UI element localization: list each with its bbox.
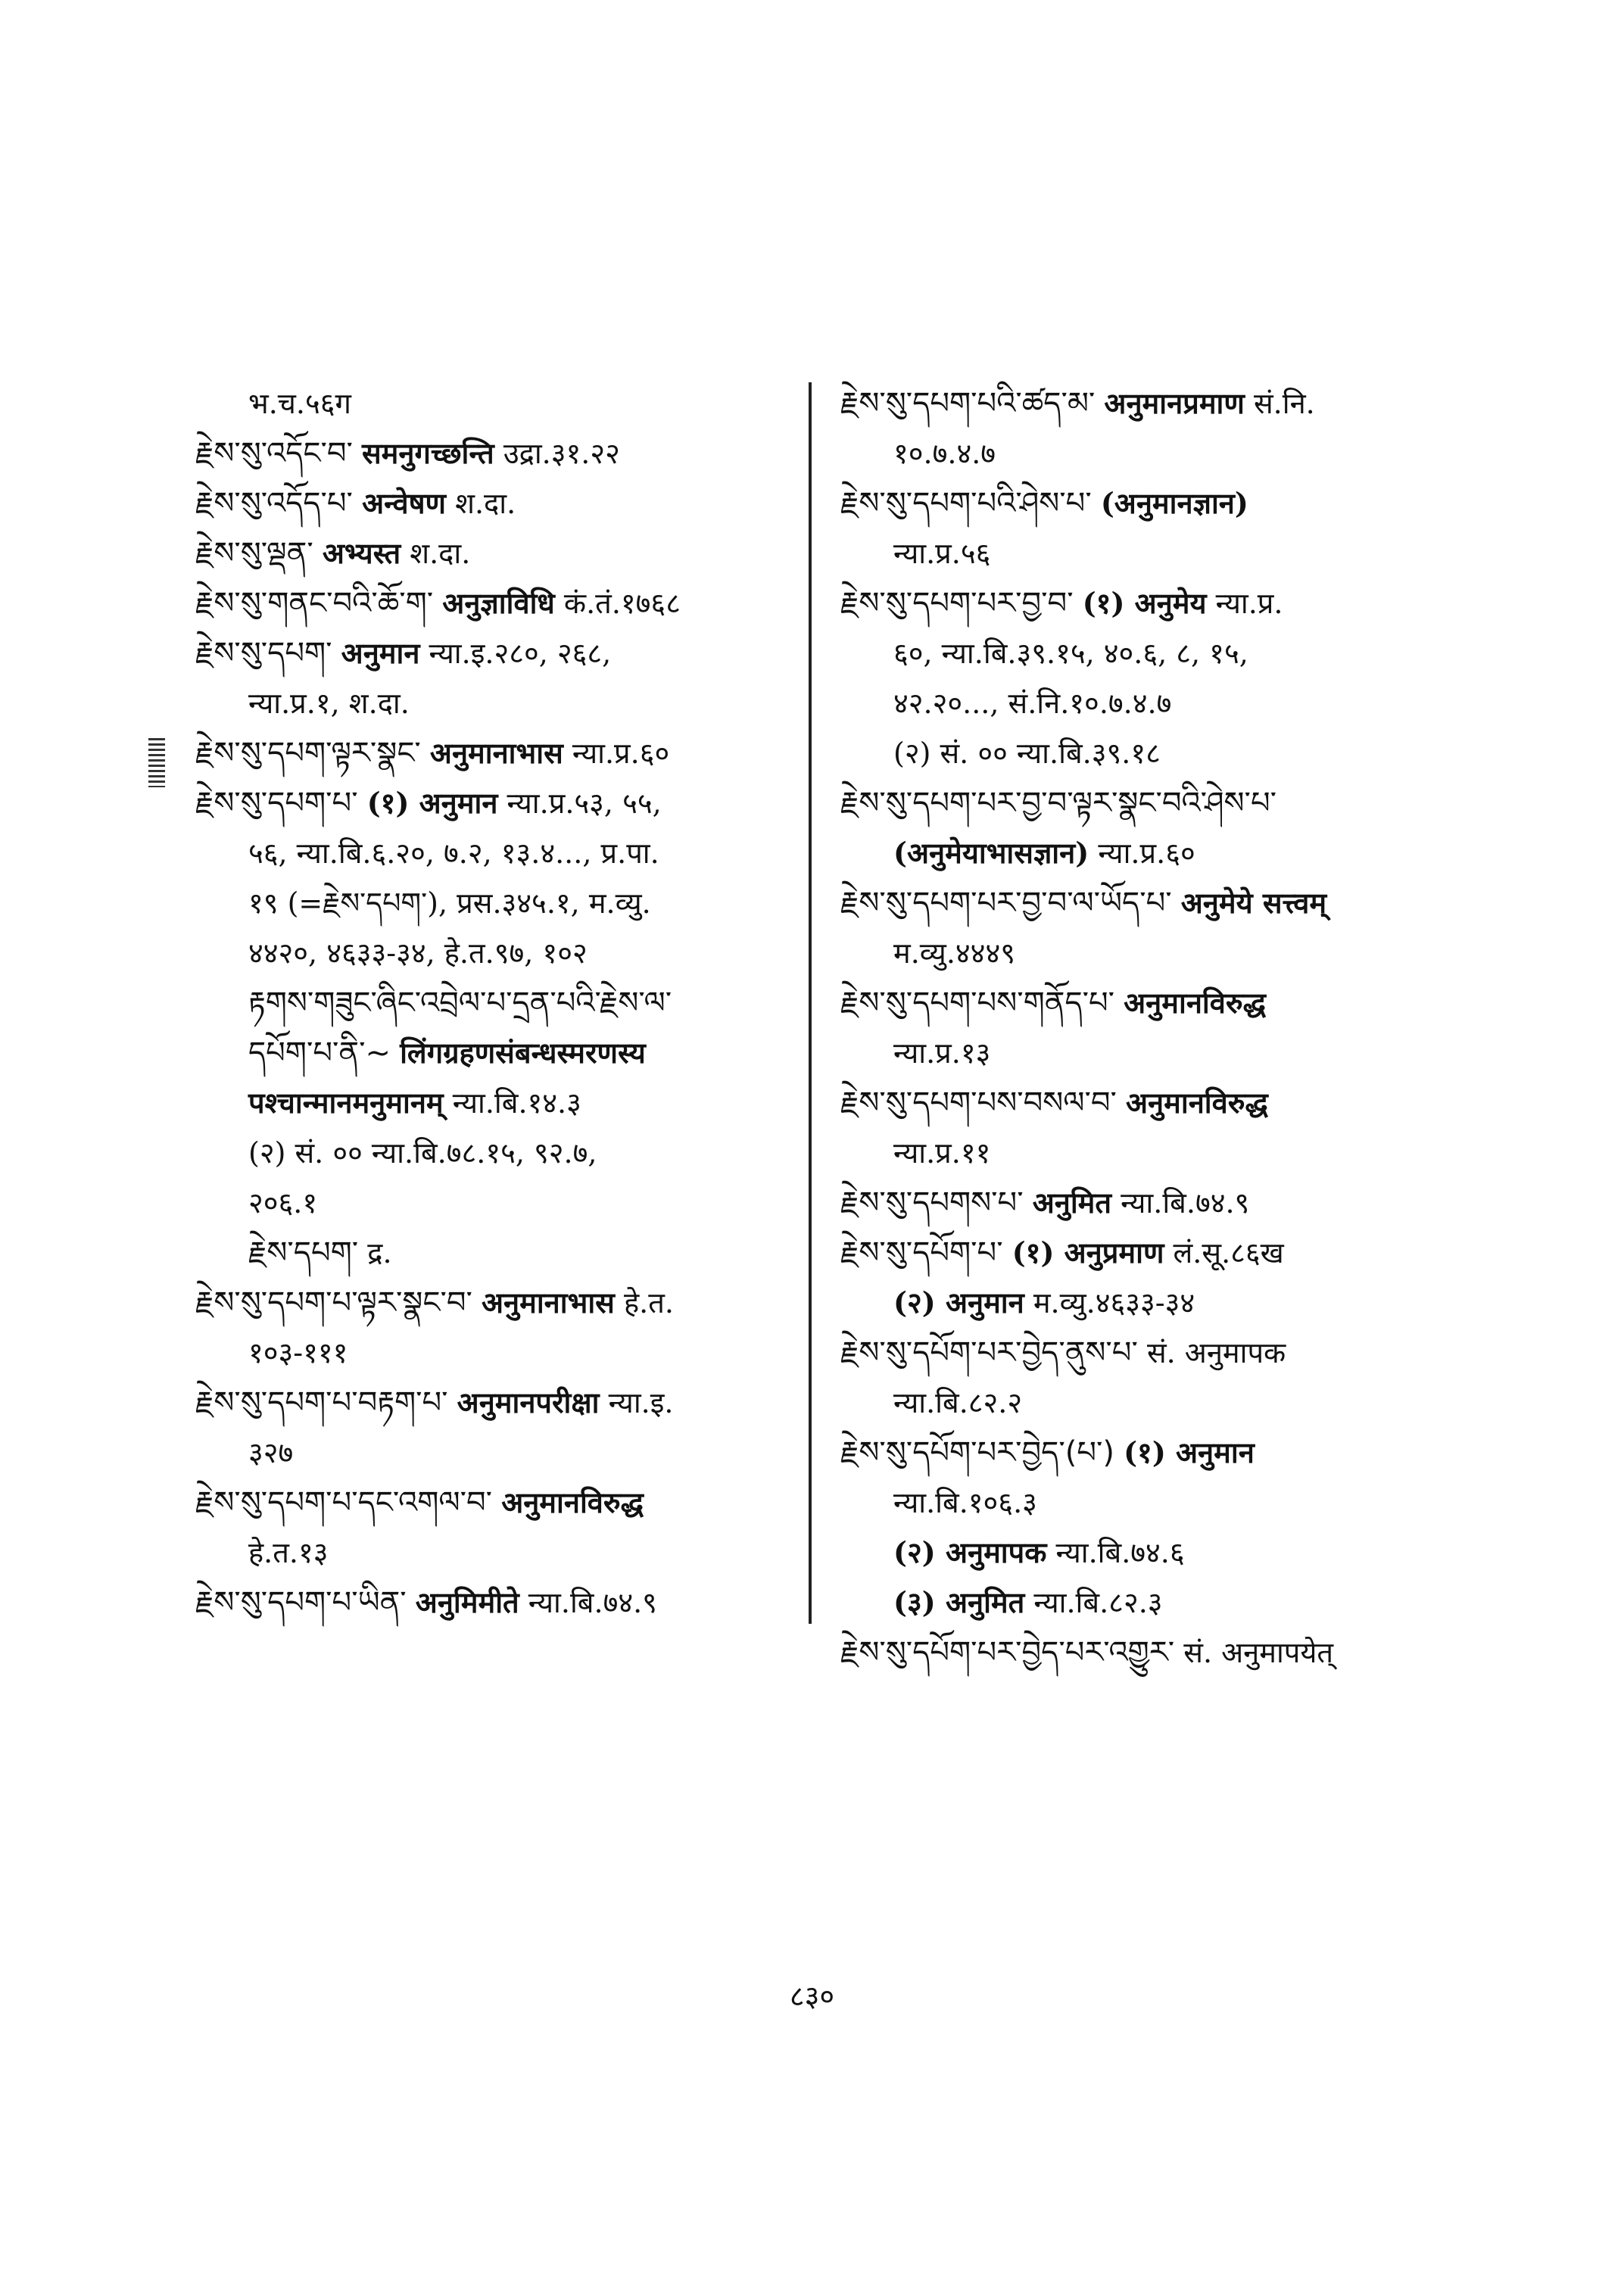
entry-line xyxy=(195,928,793,978)
entry-ref: म.व्यु.४६३३-३४ xyxy=(1033,1286,1195,1319)
entry-line xyxy=(840,1328,1454,1378)
entry-ref: न्या.बि.१४.३ xyxy=(452,1086,581,1120)
entry-line xyxy=(840,528,1454,578)
entry-line xyxy=(840,1428,1454,1478)
entry-ref: न्या.बि.७४.९ xyxy=(528,1586,657,1619)
entry-tib: རྗེས་སུ་དཔོག་པར་བྱེད་པར་འགྱུར་ xyxy=(840,1635,1175,1670)
entry-skt: अनुमानपरीक्षा xyxy=(457,1385,600,1419)
entry-tib: རྗེས་སུ་དཔག་པའི་ཤེས་པ་ xyxy=(840,486,1092,521)
entry-skt: (२) अनुमापक xyxy=(893,1535,1047,1569)
entry-skt: अनुमानविरुद्ध xyxy=(501,1485,644,1519)
entry-line xyxy=(195,678,793,728)
entry-tib: རྗེས་སུ་དཔག་པར་བྱ་བ་ལྟར་སྣང་བའི་ཤེས་པ་ xyxy=(840,786,1276,821)
entry-line xyxy=(195,1228,793,1278)
entry-ref: न्या.बि.८२.२ xyxy=(893,1386,1023,1419)
entry-line xyxy=(840,928,1454,978)
entry-line xyxy=(195,1278,793,1328)
entry-ref: सं. अनुमापक xyxy=(1146,1336,1286,1369)
entry-line xyxy=(195,978,793,1028)
entry-ref: २०६.१ xyxy=(248,1186,318,1220)
column-divider xyxy=(809,382,812,1624)
entry-tib: རྗེས་སུ་ལྡན་ xyxy=(195,536,313,571)
entry-tib: རྗེས་སུ་དཔག་ལྟར་སྣང་ xyxy=(195,736,421,771)
entry-line xyxy=(195,1128,793,1178)
entry-line xyxy=(195,1378,793,1428)
entry-line xyxy=(840,1178,1454,1228)
entry-tib: རྗེས་སུ་དཔག་པའི་ཚད་མ་ xyxy=(840,386,1096,421)
entry-ref: न्या.प्र.११ xyxy=(893,1136,991,1170)
entry-line xyxy=(840,1228,1454,1278)
entry-line xyxy=(840,478,1454,528)
entry-skt: अनुमानविरुद्ध xyxy=(1124,986,1266,1020)
entry-tib: རྗེས་སུ་དཔོག་པར་བྱེད་(པ་) xyxy=(840,1435,1114,1470)
entry-skt: समनुगच्छन्ति xyxy=(361,436,494,470)
entry-tib: རྗེས་སུ་དཔག་པ་དང་འགལ་བ་ xyxy=(195,1485,493,1520)
entry-tib: རྗེས་སུ་དཔག་པ་ཡིན་ xyxy=(195,1585,407,1620)
entry-line xyxy=(195,1328,793,1378)
entry-line xyxy=(840,1628,1454,1678)
entry-tib: རྗེས་སུ་དཔག་པ་བརྟག་པ་ xyxy=(195,1385,448,1420)
entry-skt: (१) अनुमान xyxy=(366,786,498,820)
entry-ref: न्या.प्र.१, श.दा. xyxy=(248,687,410,720)
entry-ref: न्या.प्र.६० xyxy=(1098,837,1195,870)
entry-skt: अन्वेषण xyxy=(362,486,447,520)
entry-tib: རྗེས་སུ་འདོད་པ་ xyxy=(195,486,353,521)
entry-ref: (२) सं. ०० न्या.बि.३९.१८ xyxy=(893,737,1161,770)
entry-line xyxy=(195,1528,793,1578)
entry-line xyxy=(840,778,1454,828)
entry-ref: म.व्यु.४४४९ xyxy=(893,936,1015,970)
entry-line xyxy=(840,828,1454,878)
entry-skt: (३) अनुमित xyxy=(893,1585,1025,1619)
left-column xyxy=(195,379,793,1628)
entry-skt: पश्चान्मानमनुमानम् xyxy=(248,1086,444,1120)
entry-tib: རྗེས་སུ་དཔོག་པ་ xyxy=(840,1235,1003,1270)
entry-skt: (१) अनुप्रमाण xyxy=(1011,1235,1164,1270)
entry-line xyxy=(195,478,793,528)
entry-line xyxy=(840,379,1454,428)
entry-line xyxy=(195,728,793,778)
entry-skt: लिंगग्रहणसंबन्धस्मरणस्य xyxy=(400,1036,646,1070)
entry-line xyxy=(840,628,1454,678)
entry-line xyxy=(840,1478,1454,1528)
entry-line xyxy=(195,1078,793,1128)
entry-tib: རྗེས་སུ་དཔག་ xyxy=(195,636,332,671)
entry-line xyxy=(840,1578,1454,1628)
entry-ref: सं. अनुमापयेत् xyxy=(1183,1636,1334,1669)
entry-tib: རྗེས་སུ་དཔག་པ་ལྟར་སྣང་བ་ xyxy=(195,1285,472,1320)
entry-tib: རྗེས་སུ་དཔག་པས་གནོད་པ་ xyxy=(840,986,1115,1020)
entry-skt: (१) अनुमान xyxy=(1124,1435,1255,1469)
entry-line xyxy=(840,428,1454,478)
entry-tib: རྗེས་སུ་འདོང་བ་ xyxy=(195,436,353,471)
entry-ref: न्या.प्र.५६ xyxy=(893,537,991,570)
entry-ref: न्या.प्र.६० xyxy=(572,737,670,770)
entry-line xyxy=(195,1578,793,1628)
entry-ref: (२) सं. ०० न्या.बि.७८.१५, ९२.७, xyxy=(248,1136,597,1170)
entry-skt: अनुमानाभास xyxy=(481,1285,615,1319)
entry-ref: श.दा. xyxy=(455,487,516,520)
entry-line xyxy=(195,379,793,428)
entry-line xyxy=(195,1178,793,1228)
entry-skt: अनुमान xyxy=(341,636,420,670)
entry-line xyxy=(840,1128,1454,1178)
entry-line xyxy=(195,778,793,828)
entry-line xyxy=(195,528,793,578)
entry-tib: རྗེས་སུ་དཔོག་པར་བྱེད་ནུས་པ་ xyxy=(840,1335,1138,1370)
entry-line xyxy=(195,1478,793,1528)
entry-tib: རྗེས་སུ་གནང་བའི་ཆོ་ག་ xyxy=(195,586,434,621)
entry-line xyxy=(195,1028,793,1078)
entry-ref: कं.तं.१७६८ xyxy=(563,587,681,620)
entry-ref: न्या.बि.७४.९ xyxy=(1121,1186,1250,1220)
entry-line xyxy=(195,628,793,678)
entry-skt: (अनुमानज्ञान) xyxy=(1100,486,1248,520)
entry-line xyxy=(840,1528,1454,1578)
entry-ref: १०.७.४.७ xyxy=(893,437,996,470)
entry-tib: རྗེས་དཔག་ xyxy=(248,1235,359,1270)
entry-skt: (२) अनुमान xyxy=(893,1285,1024,1319)
entry-ref: ४४२०, ४६३३-३४, हे.त.९७, १०२ xyxy=(248,936,588,970)
entry-ref: लं.सू.८६ख xyxy=(1173,1236,1284,1270)
entry-skt: अनुमानाभास xyxy=(429,736,563,770)
entry-line xyxy=(840,1378,1454,1428)
entry-tib: རྗེས་སུ་དཔག་པས་བསལ་བ་ xyxy=(840,1086,1117,1120)
entry-ref: द्र. xyxy=(367,1236,392,1270)
entry-ref: ६०, न्या.बि.३९.१५, ४०.६, ८, १५, xyxy=(893,637,1248,670)
entry-ref: ५६, न्या.बि.६.२०, ७.२, १३.४..., प्र.पा. xyxy=(248,837,659,870)
entry-line xyxy=(840,1278,1454,1328)
entry-ref: न्या.प्र.५३, ५५, xyxy=(507,787,662,820)
entry-ref: श.दा. xyxy=(410,537,471,570)
entry-line xyxy=(840,978,1454,1028)
entry-line xyxy=(840,1078,1454,1128)
entry-skt: अनुमानविरुद्ध xyxy=(1126,1086,1268,1120)
entry-skt: अनुमेये सत्त्वम् xyxy=(1180,886,1327,920)
margin-mark xyxy=(148,738,165,787)
entry-ref: भ.च.५६ग xyxy=(248,387,351,420)
entry-line xyxy=(195,828,793,878)
entry-tib: རྟགས་གཟུང་ཞིང་འབྲེལ་པ་དྲན་པའི་རྗེས་ལ་ xyxy=(248,986,672,1020)
entry-line xyxy=(840,1028,1454,1078)
entry-skt: (१) अनुमेय xyxy=(1082,586,1207,620)
entry-ref: न्या.इ.२८०, २६८, xyxy=(429,637,612,670)
entry-ref: १०३-१११ xyxy=(248,1336,348,1369)
entry-ref: न्या.बि.७४.६ xyxy=(1055,1536,1185,1569)
entry-ref: सं.नि. xyxy=(1253,387,1315,420)
entry-skt: अनुमानप्रमाण xyxy=(1104,386,1245,420)
entry-ref: न्या.इ. xyxy=(608,1386,674,1419)
entry-tib: རྗེས་སུ་དཔག་པར་བྱ་བ་ xyxy=(840,586,1074,621)
entry-tib: དཔོག་པ་ནི་~ xyxy=(248,1036,391,1070)
entry-line xyxy=(195,878,793,928)
entry-tib: རྗེས་སུ་དཔགས་པ་ xyxy=(840,1185,1024,1220)
entry-ref: ४२.२०..., सं.नि.१०.७.४.७ xyxy=(893,687,1172,720)
entry-line xyxy=(195,578,793,628)
entry-ref: न्या.बि.८२.३ xyxy=(1033,1586,1163,1619)
entry-ref: १९ (=རྗེས་དཔག་), प्रस.३४५.१, म.व्यु. xyxy=(248,886,651,920)
right-column xyxy=(840,379,1454,1678)
entry-tib: རྗེས་སུ་དཔག་པར་བྱ་བ་ལ་ཡོད་པ་ xyxy=(840,886,1172,921)
entry-tib: རྗེས་སུ་དཔག་པ་ xyxy=(195,786,358,821)
entry-line xyxy=(195,1428,793,1478)
entry-line xyxy=(840,728,1454,778)
entry-ref: न्या.प्र. xyxy=(1215,587,1283,620)
entry-skt: अनुमित xyxy=(1032,1185,1112,1220)
entry-ref: न्या.प्र.१३ xyxy=(893,1036,991,1070)
page-number: ८३० xyxy=(789,1980,835,2013)
entry-ref: उद्रा.३१.२२ xyxy=(503,437,620,470)
entry-line xyxy=(840,578,1454,628)
entry-ref: हे.त. xyxy=(623,1286,674,1319)
entry-line xyxy=(195,428,793,478)
entry-line xyxy=(840,678,1454,728)
entry-ref: हे.त.१३ xyxy=(248,1536,329,1569)
entry-ref: ३२७ xyxy=(248,1436,294,1469)
entry-ref: न्या.बि.१०६.३ xyxy=(893,1486,1037,1519)
entry-skt: अनुज्ञाविधि xyxy=(442,586,555,620)
entry-line xyxy=(840,878,1454,928)
entry-skt: अभ्यस्त xyxy=(322,536,401,570)
entry-skt: (अनुमेयाभासज्ञान) xyxy=(893,836,1089,870)
entry-skt: अनुमिमीते xyxy=(415,1585,519,1619)
